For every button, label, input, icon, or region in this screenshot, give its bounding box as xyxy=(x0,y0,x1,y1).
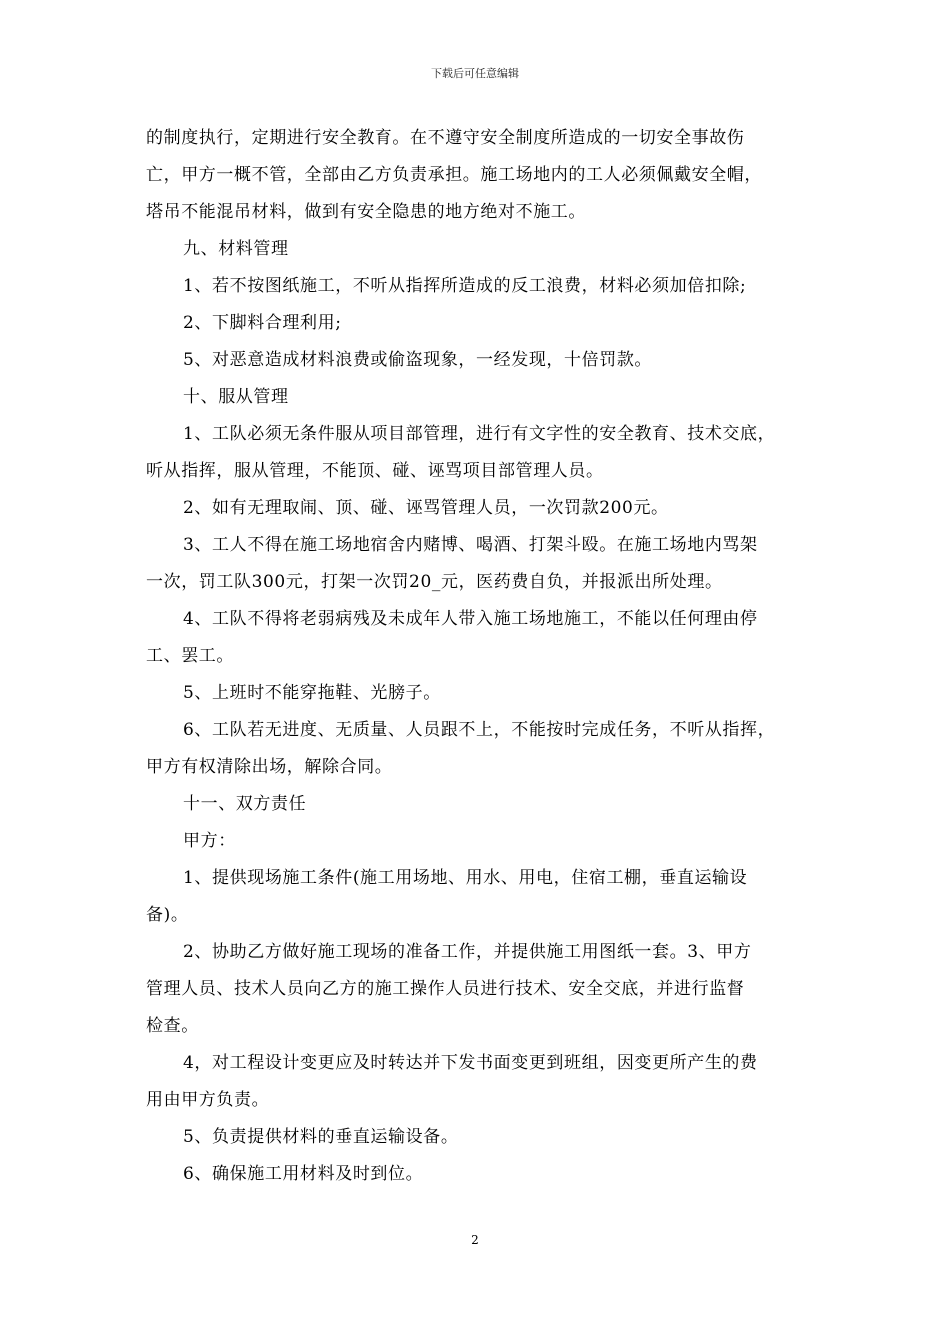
text-line: 1、若不按图纸施工，不听从指挥所造成的反工浪费，材料必须加倍扣除; xyxy=(183,276,747,296)
text-line: 的制度执行，定期进行安全教育。在不遵守安全制度所造成的一切安全事故伤 xyxy=(146,128,745,148)
document-body xyxy=(146,120,806,1193)
text-line: 2、下脚料合理利用; xyxy=(183,313,342,333)
text-line: 管理人员、技术人员向乙方的施工操作人员进行技术、安全交底，并进行监督 xyxy=(146,979,745,999)
text-line: 亡，甲方一概不管，全部由乙方负责承担。施工场地内的工人必须佩戴安全帽， xyxy=(146,165,762,185)
text-line: 2、如有无理取闹、顶、碰、诬骂管理人员，一次罚款200元。 xyxy=(183,498,669,518)
text-line: 6、工队若无进度、无质量、人员跟不上，不能按时完成任务，不听从指挥， xyxy=(183,720,776,740)
text-line: 5、负责提供材料的垂直运输设备。 xyxy=(183,1127,459,1147)
page-number: 2 xyxy=(471,1233,479,1247)
text-line: 甲方： xyxy=(183,831,236,851)
text-line: 工、罢工。 xyxy=(146,646,234,666)
text-line: 2、协助乙方做好施工现场的准备工作，并提供施工用图纸一套。3、甲方 xyxy=(183,942,752,962)
text-line: 备)。 xyxy=(146,905,189,925)
text-line: 6、确保施工用材料及时到位。 xyxy=(183,1164,424,1184)
text-line: 十一、双方责任 xyxy=(183,794,307,814)
text-line: 4，对工程设计变更应及时转达并下发书面变更到班组，因变更所产生的费 xyxy=(183,1053,758,1073)
text-line: 听从指挥，服从管理，不能顶、碰、诬骂项目部管理人员。 xyxy=(146,461,604,481)
text-line: 用由甲方负责。 xyxy=(146,1090,270,1110)
text-line: 3、工人不得在施工场地宿舍内赌博、喝酒、打架斗殴。在施工场地内骂架 xyxy=(183,535,758,555)
text-line: 塔吊不能混吊材料，做到有安全隐患的地方绝对不施工。 xyxy=(146,202,586,222)
text-line: 5、对恶意造成材料浪费或偷盗现象，一经发现，十倍罚款。 xyxy=(183,350,653,370)
text-line: 检查。 xyxy=(146,1016,199,1036)
text-line: 一次，罚工队300元，打架一次罚20_元，医药费自负，并报派出所处理。 xyxy=(146,572,723,592)
page-header: 下载后可任意编辑 xyxy=(431,67,519,80)
text-line: 1、工队必须无条件服从项目部管理，进行有文字性的安全教育、技术交底， xyxy=(183,424,776,444)
text-line: 九、材料管理 xyxy=(183,239,289,259)
text-line: 甲方有权清除出场，解除合同。 xyxy=(146,757,393,777)
text-line: 4、工队不得将老弱病残及未成年人带入施工场地施工，不能以任何理由停 xyxy=(183,609,758,629)
text-line: 1、提供现场施工条件(施工用场地、用水、用电，住宿工棚，垂直运输设 xyxy=(183,868,748,888)
text-line: 5、上班时不能穿拖鞋、光膀子。 xyxy=(183,683,441,703)
text-line: 十、服从管理 xyxy=(183,387,289,407)
